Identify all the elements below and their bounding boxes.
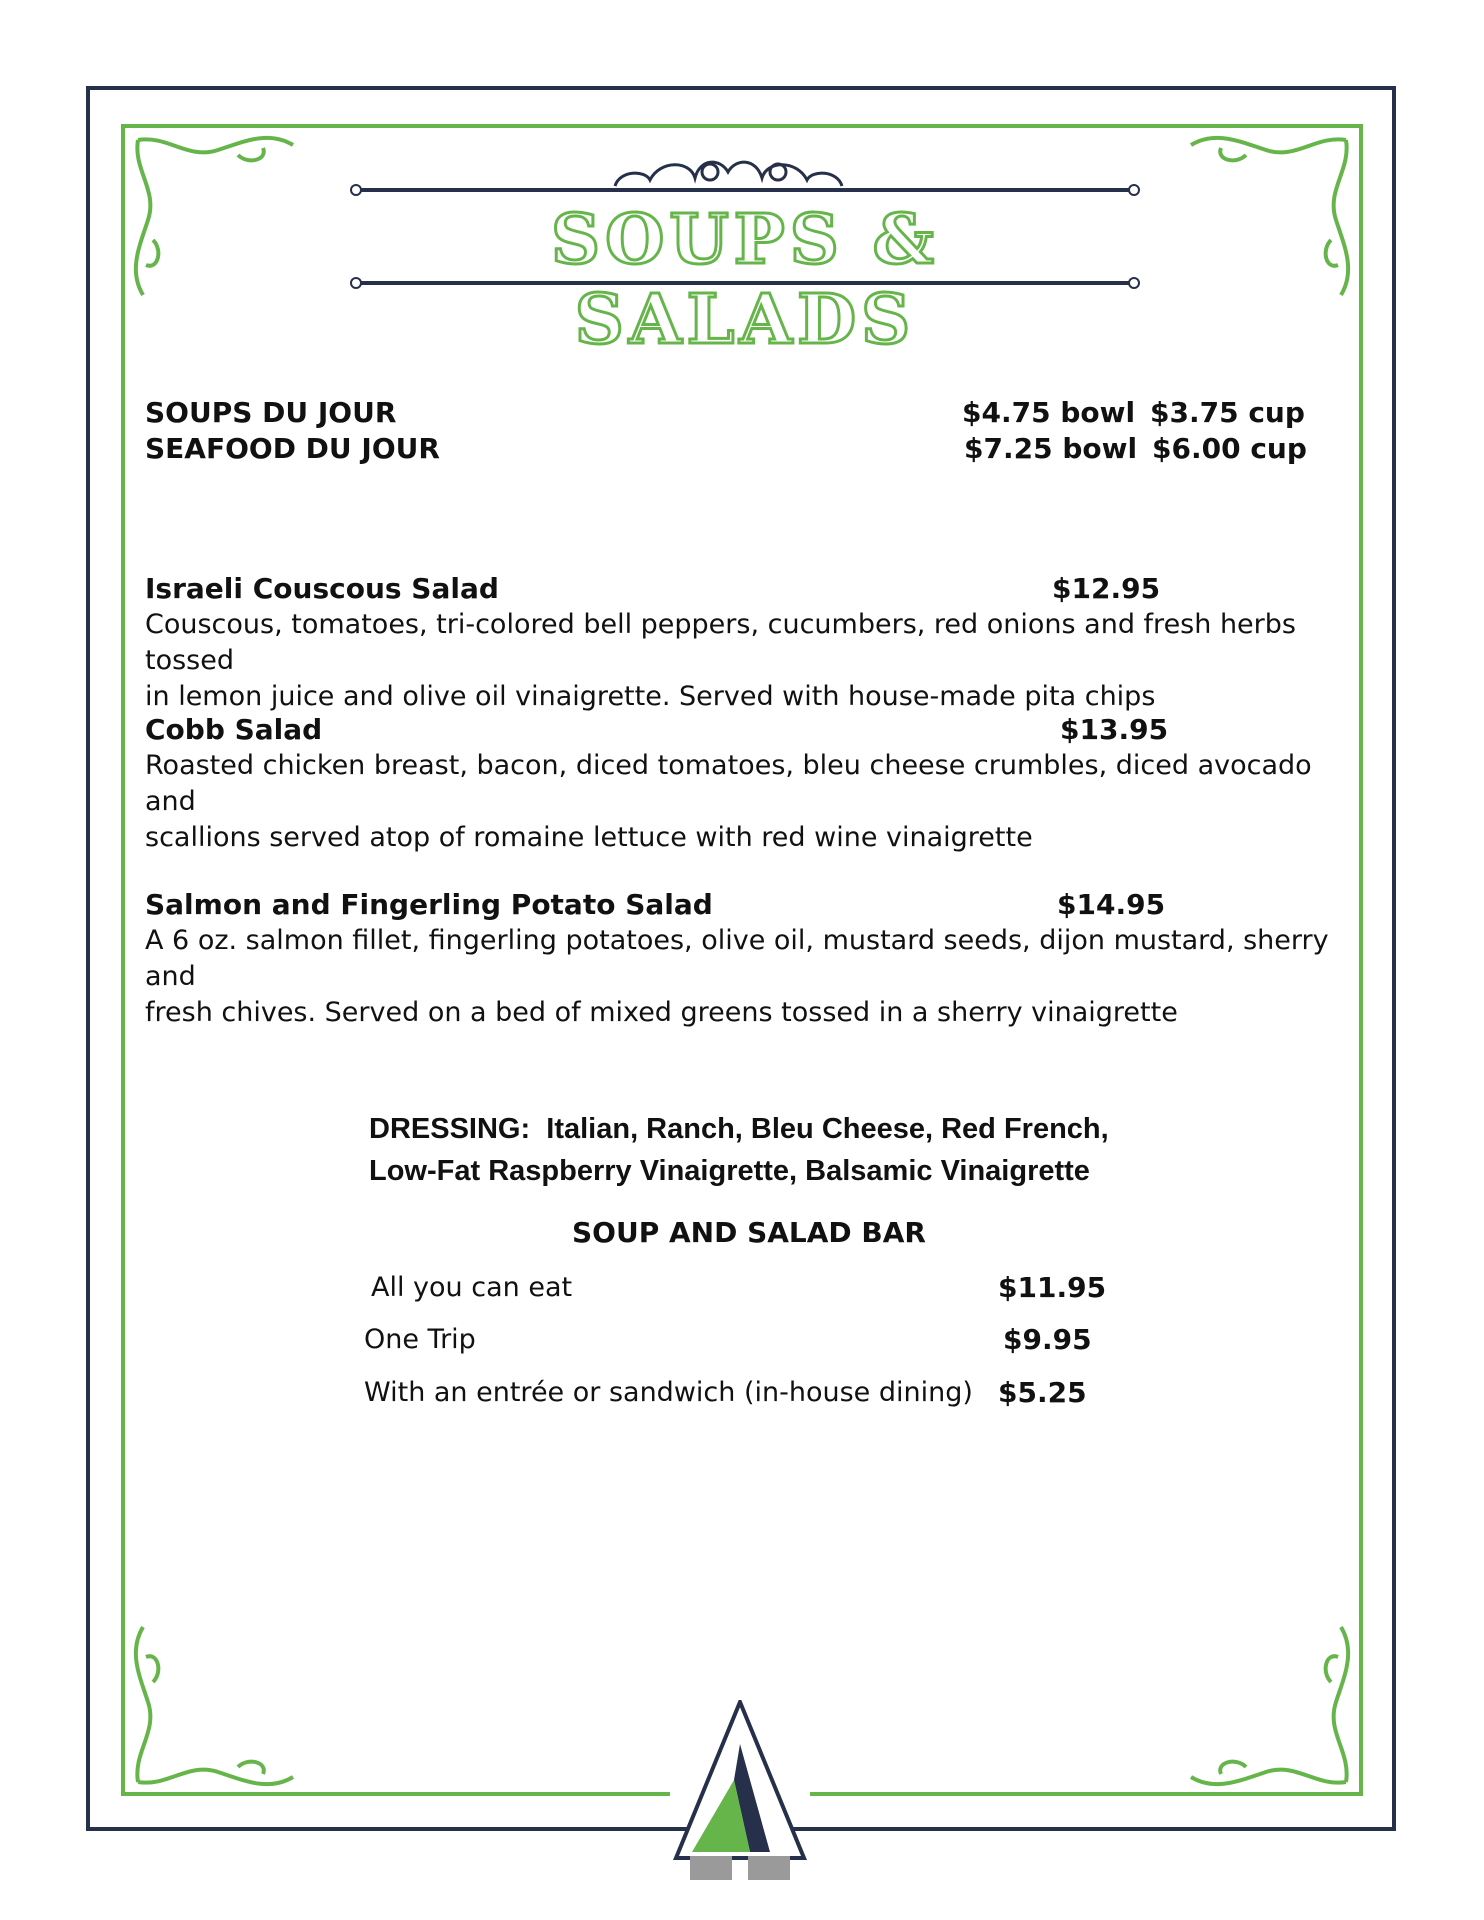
- bar-item-label: All you can eat: [371, 1272, 573, 1303]
- soup-bowl-price: $7.25 bowl: [964, 432, 1138, 465]
- flourish-top-left-icon: [128, 130, 308, 310]
- salad-price: $13.95: [1060, 713, 1169, 746]
- salad-description-line: scallions served atop of romaine lettuce with red wine vinaigrette: [145, 822, 1033, 853]
- salad-description: [145, 607, 1345, 715]
- salad-description-line: in lemon juice and olive oil vinaigrette. Served with house-made pita chips: [145, 681, 1156, 712]
- soup-cup-price: $6.00 cup: [1152, 432, 1307, 465]
- salad-name: Salmon and Fingerling Potato Salad: [145, 888, 713, 921]
- bar-item-label: One Trip: [364, 1324, 476, 1355]
- soup-name: SOUPS DU JOUR: [145, 396, 397, 429]
- salad-price: $12.95: [1052, 572, 1161, 605]
- salad-name: Israeli Couscous Salad: [145, 572, 499, 605]
- dressing-block: [369, 1108, 1109, 1192]
- salad-description-line: Couscous, tomatoes, tri-colored bell peppers, cucumbers, red onions and fresh herbs tossed: [145, 609, 1296, 676]
- bar-item-label: With an entrée or sandwich (in-house dining): [364, 1377, 973, 1408]
- bar-item-price: $11.95: [998, 1271, 1107, 1304]
- salad-name: Cobb Salad: [145, 713, 323, 746]
- salad-description: [145, 923, 1345, 1031]
- bar-item-price: $9.95: [1003, 1323, 1092, 1356]
- page-title: SOUPS & SALADS: [551, 200, 939, 360]
- dressing-options: Italian, Ranch, Bleu Cheese, Red French,: [546, 1113, 1109, 1145]
- flourish-top-right-icon: [1176, 130, 1356, 310]
- mountain-logo-icon: [670, 1700, 810, 1885]
- salad-price: $14.95: [1057, 888, 1166, 921]
- flourish-bottom-left-icon: [128, 1612, 308, 1792]
- dressing-line-2: Low-Fat Raspberry Vinaigrette, Balsamic Vinaigrette: [369, 1155, 1090, 1187]
- salad-description-line: fresh chives. Served on a bed of mixed greens tossed in a sherry vinaigrette: [145, 997, 1178, 1028]
- flourish-bottom-right-icon: [1176, 1612, 1356, 1792]
- salad-description-line: A 6 oz. salmon fillet, fingerling potatoes, olive oil, mustard seeds, dijon mustard, sherry and: [145, 925, 1329, 992]
- bar-heading: SOUP AND SALAD BAR: [572, 1216, 926, 1249]
- dressing-label: DRESSING:: [369, 1113, 531, 1145]
- dressing-line-1: [369, 1108, 1109, 1150]
- salad-description: [145, 748, 1345, 856]
- soup-cup-price: $3.75 cup: [1150, 396, 1305, 429]
- soup-bowl-price: $4.75 bowl: [962, 396, 1136, 429]
- soup-name: SEAFOOD DU JOUR: [145, 432, 440, 465]
- bar-item-price: $5.25: [998, 1376, 1087, 1409]
- salad-description-line: Roasted chicken breast, bacon, diced tomatoes, bleu cheese crumbles, diced avocado and: [145, 750, 1312, 817]
